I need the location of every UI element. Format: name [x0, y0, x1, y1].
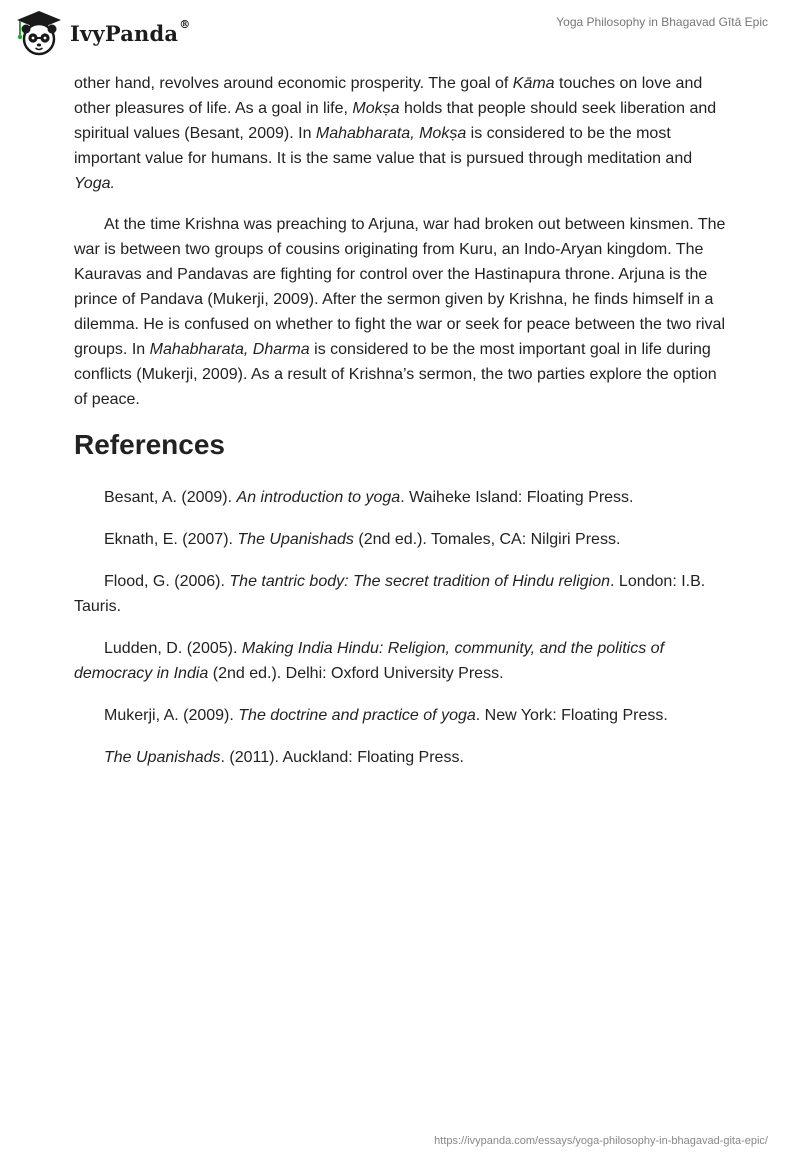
reference-item: Ludden, D. (2005). Making India Hindu: Religion, community, and the politics of democracy in India (2nd ed.). Delhi: Oxford University Press. — [74, 640, 665, 682]
logo-wordmark: IvyPanda® — [70, 17, 191, 46]
ivypanda-logo[interactable] — [14, 8, 190, 58]
reference-item: Mukerji, A. (2009). The doctrine and practice of yoga. New York: Floating Press. — [104, 707, 668, 724]
body-paragraph-2: At the time Krishna was preaching to Arjuna, war had broken out between kinsmen. The war is between two groups of cousins originating from Kuru, an Indo-Aryan kingdom. The Kauravas and Pandavas are fighting for control over the Hastinapura throne. Arjuna is the prince of Pandava (Mukerji, 2009). After the sermon given by Krishna, he finds himself in a dilemma. He is confused on whether to fight the war or seek for peace between the two rival groups. In Mahabharata, Dharma is considered to be the most important goal in life during conflicts (Mukerji, 2009). As a result of Krishna’s sermon, the two parties explore the option of peace. — [74, 216, 726, 408]
panda-graduate-icon — [14, 9, 64, 57]
reference-item: Besant, A. (2009). An introduction to yoga. Waiheke Island: Floating Press. — [104, 489, 634, 506]
essay-content — [74, 71, 728, 787]
source-url[interactable]: https://ivypanda.com/essays/yoga-philosophy-in-bhagavad-gita-epic/ — [434, 1135, 768, 1147]
document-title: Yoga Philosophy in Bhagavad Gītā Epic — [556, 15, 768, 29]
reference-item: Eknath, E. (2007). The Upanishads (2nd ed.). Tomales, CA: Nilgiri Press. — [104, 531, 621, 548]
body-paragraph-1: other hand, revolves around economic prosperity. The goal of Kāma touches on love and other pleasures of life. As a goal in life, Mokṣa holds that people should seek liberation and spiritual values (Besant, 2009). In Mahabharata, Mokṣa is considered to be the most important value for humans. It is the same value that is pursued through meditation and Yoga. — [74, 75, 717, 192]
registered-mark: ® — [179, 17, 191, 31]
reference-item: Flood, G. (2006). The tantric body: The secret tradition of Hindu religion. London: I.B. Tauris. — [74, 573, 706, 615]
references-heading: References — [74, 429, 225, 460]
reference-item: The Upanishads. (2011). Auckland: Floating Press. — [104, 749, 464, 766]
